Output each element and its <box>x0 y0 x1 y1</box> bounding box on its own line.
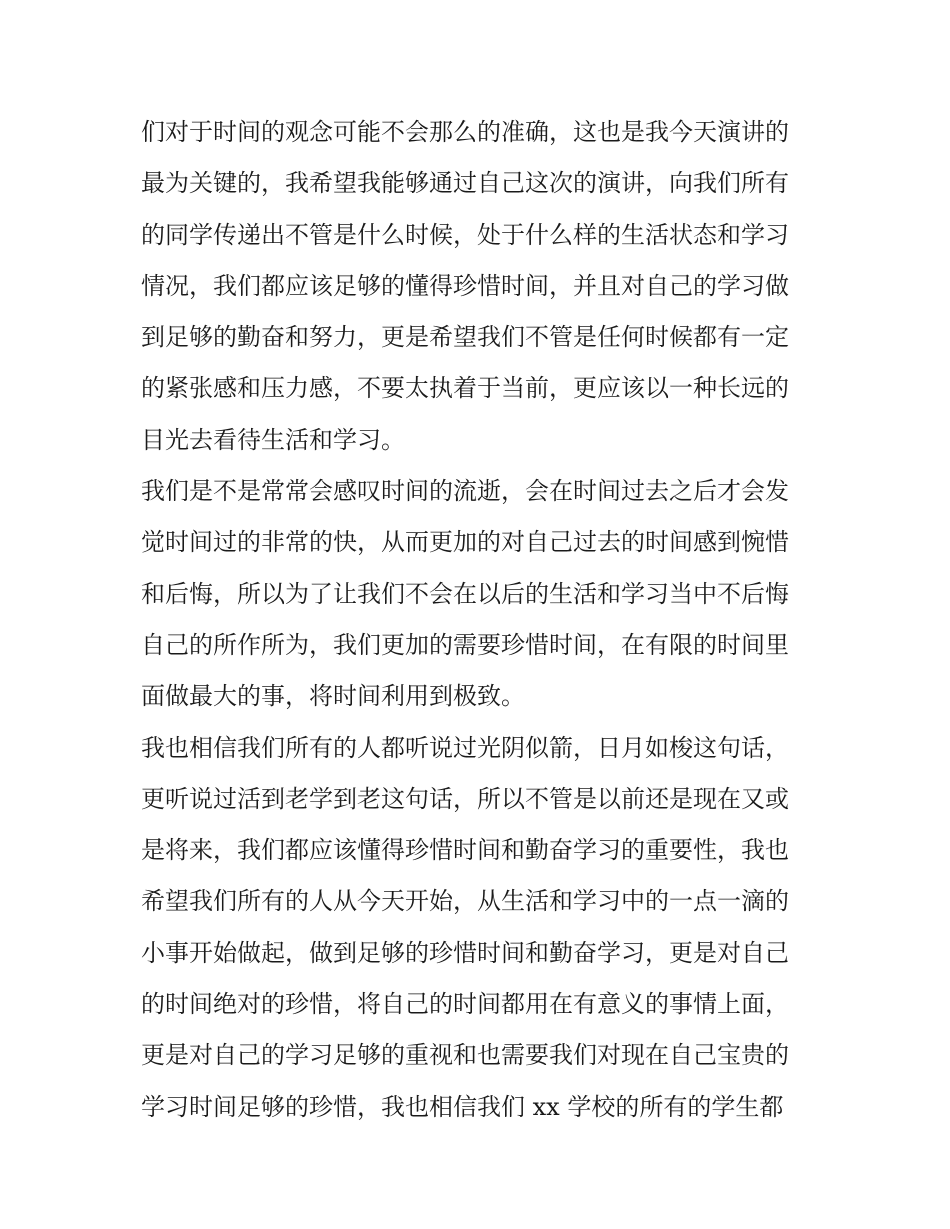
text-line: 最为关键的，我希望我能够通过自己这次的演讲，向我们所有 <box>141 169 789 198</box>
text-line: 更是对自己的学习足够的重视和也需要我们对现在自己宝贵的 <box>141 1041 789 1070</box>
text-line: 我们是不是常常会感叹时间的流逝，会在时间过去之后才会发 <box>141 477 789 506</box>
text-line: 到足够的勤奋和努力，更是希望我们不管是任何时候都有一定 <box>141 323 789 352</box>
text-line: 的紧张感和压力感，不要太执着于当前，更应该以一种长远的 <box>141 374 789 403</box>
text-line: 更听说过活到老学到老这句话，所以不管是以前还是现在又或 <box>141 784 789 813</box>
text-line: 小事开始做起，做到足够的珍惜时间和勤奋学习，更是对自己 <box>141 938 789 967</box>
body-text <box>141 107 821 1133</box>
text-line: 学习时间足够的珍惜，我也相信我们 xx 学校的所有的学生都 <box>141 1092 784 1121</box>
text-line: 自己的所作所为，我们更加的需要珍惜时间，在有限的时间里 <box>141 630 789 659</box>
text-line: 的同学传递出不管是什么时候，处于什么样的生活状态和学习 <box>141 220 789 249</box>
text-line: 觉时间过的非常的快，从而更加的对自己过去的时间感到惋惜 <box>141 528 789 557</box>
text-line: 面做最大的事，将时间利用到极致。 <box>141 682 525 711</box>
text-line: 我也相信我们所有的人都听说过光阴似箭，日月如梭这句话， <box>141 733 789 762</box>
text-line: 希望我们所有的人从今天开始，从生活和学习中的一点一滴的 <box>141 887 789 916</box>
text-line: 目光去看待生活和学习。 <box>141 425 405 454</box>
text-line: 们对于时间的观念可能不会那么的准确，这也是我今天演讲的 <box>141 118 789 146</box>
text-line: 的时间绝对的珍惜，将自己的时间都用在有意义的事情上面， <box>141 990 789 1019</box>
text-line: 和后悔，所以为了让我们不会在以后的生活和学习当中不后悔 <box>141 579 789 608</box>
text-line: 是将来，我们都应该懂得珍惜时间和勤奋学习的重要性，我也 <box>141 836 789 865</box>
text-line: 情况，我们都应该足够的懂得珍惜时间，并且对自己的学习做 <box>141 271 789 300</box>
